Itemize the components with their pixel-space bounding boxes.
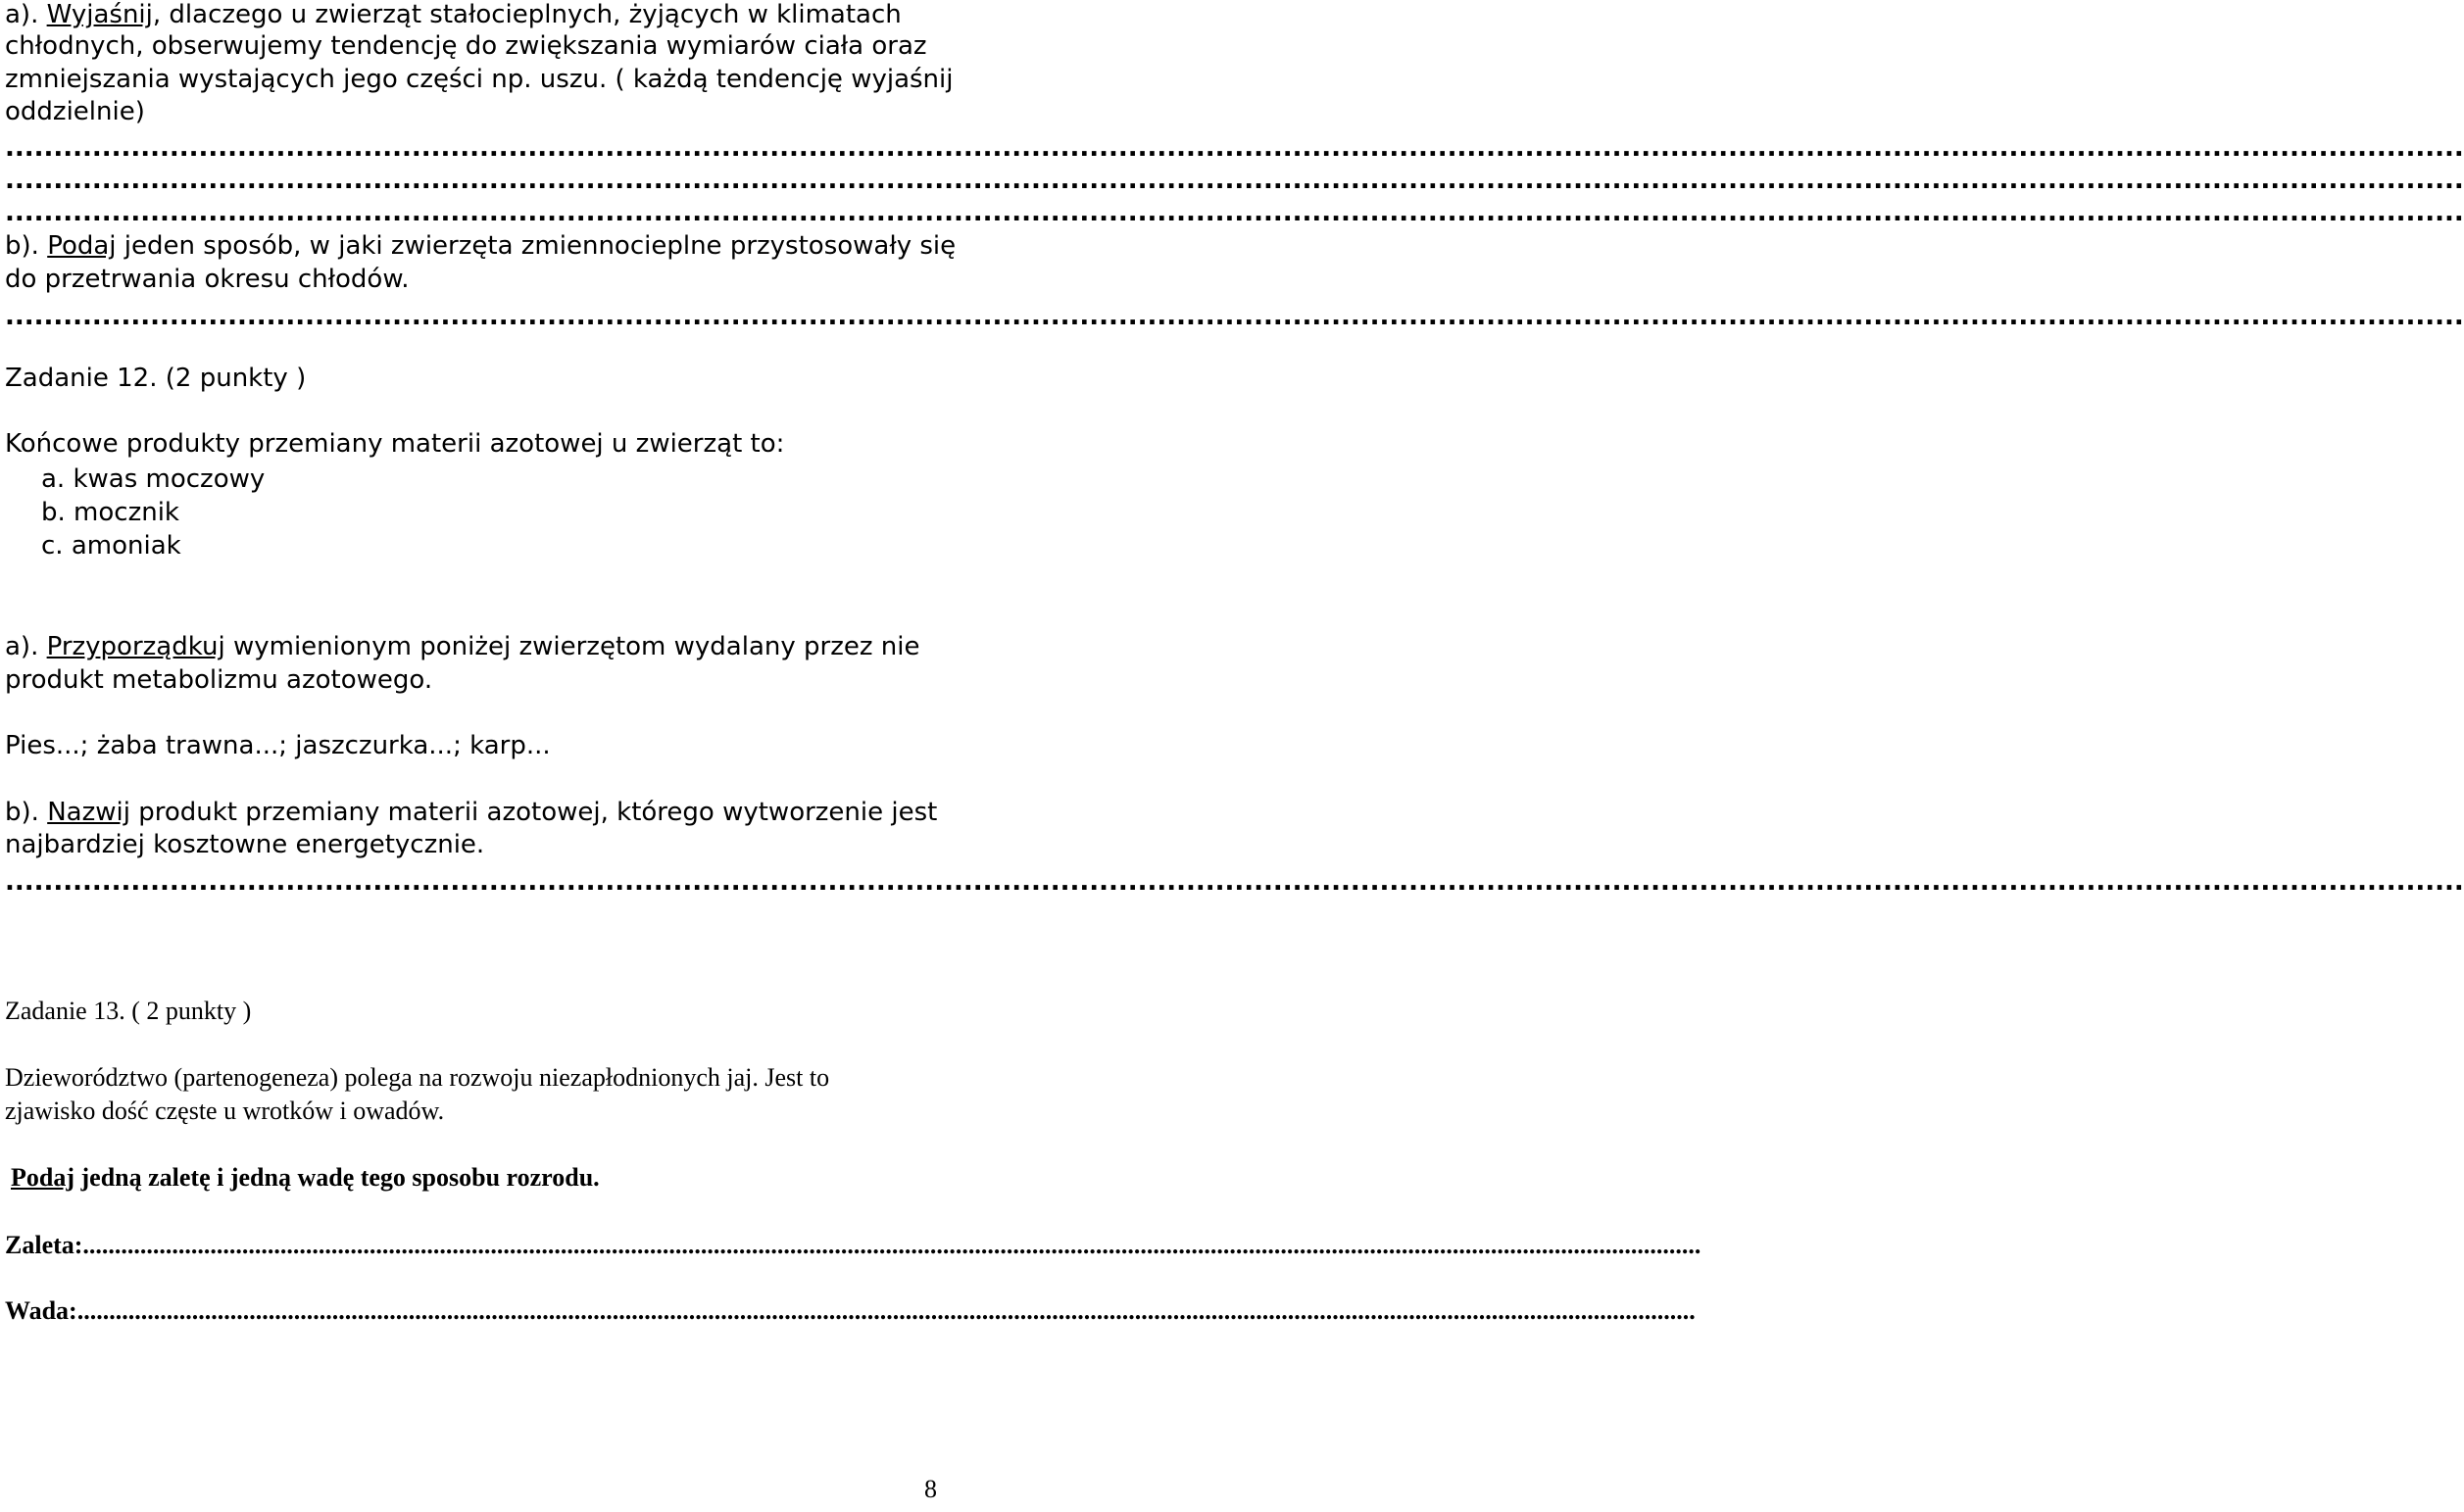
q13-title: Zadanie 13. ( 2 punkty ) — [5, 997, 252, 1025]
q11-a-line2: chłodnych, obserwujemy tendencję do zwiększania wymiarów ciała oraz — [5, 31, 927, 61]
q12-a-line1: a). Przyporządkuj wymienionym poniżej zwierzętom wydalany przez nie — [5, 632, 920, 661]
advantage-line: Zaleta:.............................................................................................................................................................................................................................................................. — [5, 1231, 1701, 1259]
q12-animals: Pies...; żaba trawna...; jaszczurka...; karp... — [5, 731, 551, 760]
answer-dots: .............................................................................................................................................................................................................................................................. — [5, 867, 2464, 897]
q13-task: Podaj jedną zaletę i jedną wadę tego sposobu rozrodu. — [11, 1163, 600, 1192]
q11-b-line1: b). Podaj jeden sposób, w jaki zwierzęta zmiennocieplne przystosowały się — [5, 231, 957, 261]
answer-dots: .............................................................................................................................................................................................................................................................. — [5, 133, 2464, 163]
answer-dots: .............................................................................................................................................................................................................................................................. — [5, 198, 2464, 227]
q12-a-line2: produkt metabolizmu azotowego. — [5, 665, 433, 695]
q13-task-verb: Podaj — [11, 1163, 74, 1192]
q13-para-line2: zjawisko dość częste u wrotków i owadów. — [5, 1097, 445, 1125]
q12-b-line1: b). Nazwij produkt przemiany materii azotowej, którego wytworzenie jest — [5, 798, 938, 827]
page-number: 8 — [924, 1475, 937, 1503]
q12-a-verb: Przyporządkuj — [46, 632, 225, 661]
q12-b-verb: Nazwij — [47, 798, 130, 827]
q12-item: c. amoniak — [41, 531, 181, 561]
q12-b-line2: najbardziej kosztowne energetycznie. — [5, 830, 485, 859]
q11-a-line3: zmniejszania wystających jego części np. uszu. ( każdą tendencję wyjaśnij — [5, 65, 954, 94]
q12-item: b. mocznik — [41, 498, 179, 527]
disadvantage-label: Wada: — [5, 1296, 77, 1325]
q13-para-line1: Dzieworództwo (partenogeneza) polega na rozwoju niezapłodnionych jaj. Jest to — [5, 1063, 830, 1092]
answer-dots: .............................................................................................................................................................................................................................................................. — [5, 302, 2464, 331]
answer-dots: .............................................................................................................................................................................................................................................................. — [5, 166, 2464, 195]
disadvantage-line: Wada:.............................................................................................................................................................................................................................................................. — [5, 1296, 1696, 1325]
q11-a-line4: oddzielnie) — [5, 97, 145, 126]
q11-a-line1: a). Wyjaśnij, dlaczego u zwierząt stałocieplnych, żyjących w klimatach — [5, 0, 902, 29]
advantage-label: Zaleta: — [5, 1231, 83, 1259]
q11-b-line2: do przetrwania okresu chłodów. — [5, 265, 410, 294]
q12-intro: Końcowe produkty przemiany materii azotowej u zwierząt to: — [5, 429, 785, 459]
q12-item: a. kwas moczowy — [41, 464, 266, 494]
q11-a-verb: Wyjaśnij — [46, 0, 153, 29]
q11-b-verb: Podaj — [47, 231, 117, 261]
q12-title: Zadanie 12. (2 punkty ) — [5, 364, 307, 393]
